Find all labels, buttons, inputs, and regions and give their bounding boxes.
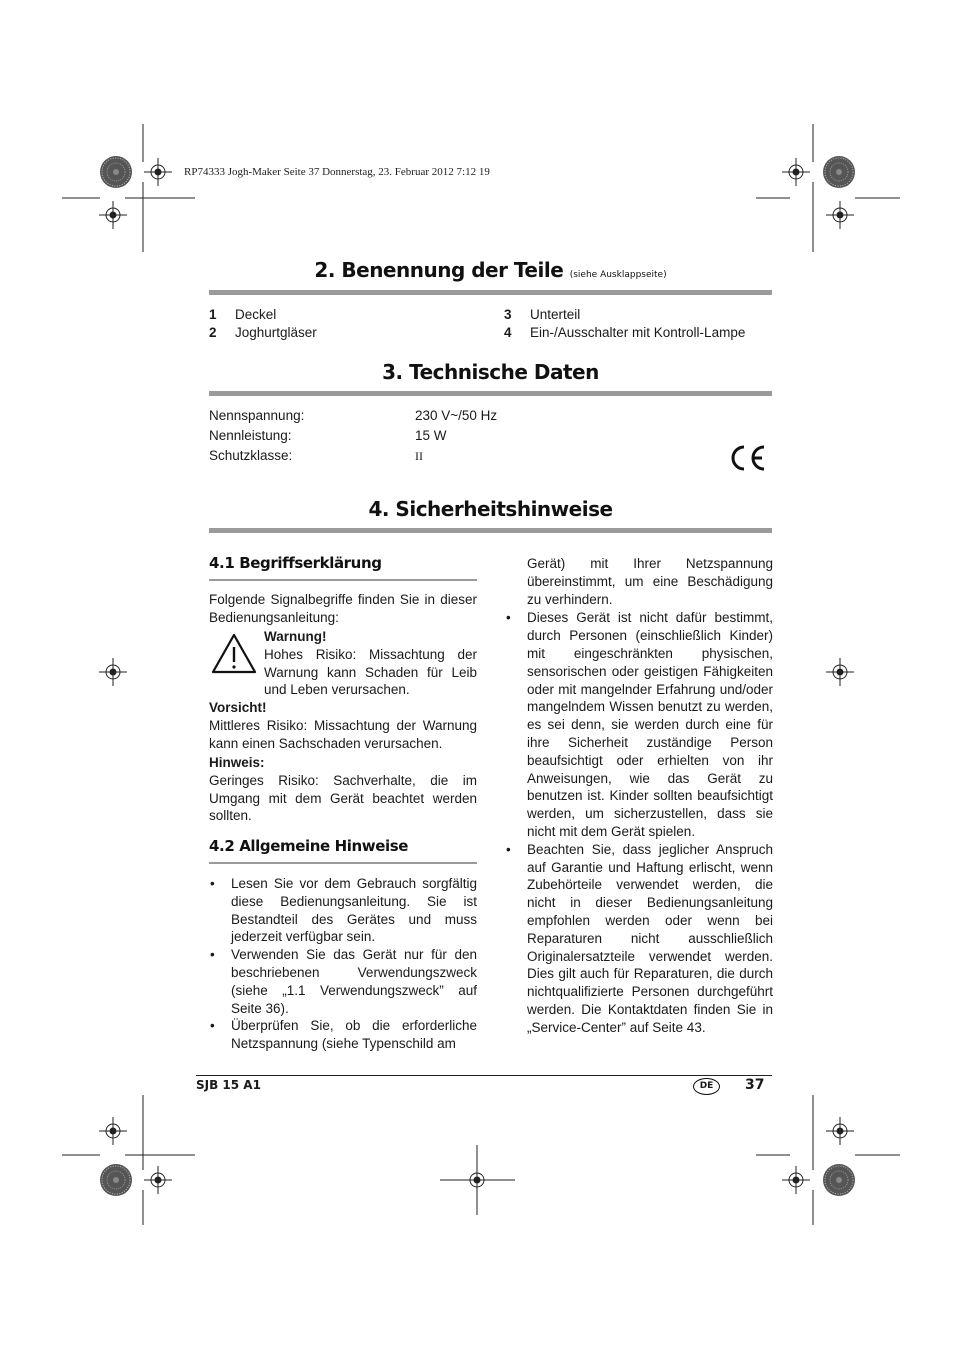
parts-item-number: 1	[209, 307, 217, 322]
parts-item-label: Unterteil	[530, 307, 581, 322]
registration-cross-icon	[144, 158, 172, 186]
language-badge: DE	[693, 1078, 720, 1095]
registration-cross-icon	[99, 201, 127, 229]
spec-label: Nennspannung:	[209, 408, 305, 423]
caution-text: Mittleres Risiko: Missachtung der Warnung kann einen Sachschaden verursachen.	[209, 717, 477, 751]
subsection-title-definitions: 4.1 Begriffserklärung	[209, 554, 382, 572]
spec-value: II	[415, 449, 423, 463]
registration-rosette-icon	[823, 156, 855, 188]
caution-block	[209, 699, 477, 752]
parts-item-label: Ein-/Ausschalter mit Kontroll-Lampe	[530, 325, 746, 340]
subsection-title-general: 4.2 Allgemeine Hinweise	[209, 837, 409, 855]
parts-item-number: 4	[504, 325, 512, 340]
note-text: Geringes Risiko: Sachverhalte, die im Umgang mit dem Gerät beachtet werden sollten.	[209, 772, 477, 824]
parts-item-number: 2	[209, 325, 217, 340]
section-rule	[209, 391, 772, 396]
parts-item	[209, 324, 317, 342]
footer-rule	[196, 1075, 772, 1076]
list-item: • Lesen Sie vor dem Gebrauch sorgfältig diese Bedienungsanleitung. Sie ist Bestandteil des Gerätes und muss jederzeit verfügbar sein.	[209, 875, 477, 946]
list-item: • Verwenden Sie das Gerät nur für den beschriebenen Verwendungszweck (siehe „1.1 Verwendungszweck” auf Seite 36).	[209, 946, 477, 1017]
spec-value: 230 V~/50 Hz	[415, 408, 498, 423]
general-notes-left	[209, 875, 477, 1053]
section-title-tech-data: 3. Technische Daten	[382, 360, 599, 384]
registration-cross-icon	[99, 658, 127, 686]
registration-cross-icon	[782, 1166, 810, 1194]
registration-cross-icon	[782, 158, 810, 186]
parts-item	[504, 324, 745, 342]
spec-value: 15 W	[415, 428, 447, 443]
list-item-continuation: Gerät) mit Ihrer Netzspannung übereinstimmt, um eine Beschädigung zu verhindern.	[527, 556, 773, 607]
print-slug-header: RP74333 Jogh-Maker Seite 37 Donnerstag, 23. Februar 2012 7:12 19	[184, 166, 490, 178]
general-notes-right	[505, 555, 773, 1037]
section-subtitle: (siehe Ausklappseite)	[569, 270, 667, 280]
registration-cross-icon	[99, 1117, 127, 1145]
spec-label: Schutzklasse:	[209, 448, 293, 463]
registration-cross-icon	[826, 1117, 854, 1145]
footer-model: SJB 15 A1	[196, 1078, 261, 1092]
definitions-intro: Folgende Signalbegriffe finden Sie in dieser Bedienungsanleitung:	[209, 592, 477, 625]
registration-cross-icon	[144, 1166, 172, 1194]
registration-rosette-icon	[100, 156, 132, 188]
warning-text: Hohes Risiko: Missachtung der Warnung kann Schaden für Leib und Leben verursachen.	[264, 646, 477, 698]
warning-block	[264, 628, 477, 699]
note-block	[209, 754, 477, 825]
registration-rosette-icon	[823, 1164, 855, 1196]
warning-label: Warnung!	[264, 629, 327, 644]
list-item: • Überprüfen Sie, ob die erforderliche Netzspannung (siehe Typenschild am	[209, 1017, 477, 1053]
spec-label: Nennleistung:	[209, 428, 292, 443]
parts-item-label: Joghurtgläser	[235, 325, 317, 340]
parts-item	[504, 306, 580, 324]
section-title-parts	[209, 258, 772, 282]
subsection-rule	[209, 862, 477, 864]
ce-mark-icon	[729, 444, 767, 472]
section-title-text: 2. Benennung der Teile	[314, 258, 564, 282]
list-item: • Beachten Sie, dass jeglicher Anspruch auf Garantie und Haftung erlischt, wenn Zubehörteile verwendet werden, die nicht in dieser Bedienungsanleitung empfohlen werden oder wenn bei Reparaturen nicht ausschließlich Originalersatzteile verwendet werden. Dies gilt auch für Reparaturen, die durch nichtqualifizierte Personen durchgeführt werden. Die Kontaktdaten finden Sie in „Service-Center” auf Seite 43.	[505, 841, 773, 1037]
registration-cross-icon	[826, 658, 854, 686]
registration-rosette-icon	[100, 1164, 132, 1196]
warning-triangle-icon	[210, 632, 258, 676]
section-rule	[209, 528, 772, 533]
registration-cross-icon	[826, 201, 854, 229]
parts-item	[209, 306, 276, 324]
subsection-rule	[209, 579, 477, 581]
note-label: Hinweis:	[209, 755, 265, 770]
section-title-safety: 4. Sicherheitshinweise	[368, 497, 613, 521]
parts-item-number: 3	[504, 307, 512, 322]
page-number: 37	[745, 1077, 765, 1093]
caution-label: Vorsicht!	[209, 700, 267, 715]
list-item: • Dieses Gerät ist nicht dafür bestimmt, durch Personen (einschließlich Kinder) mit eingeschränkten physischen, sensorischen oder geistigen Fähigkeiten oder mit mangelnder Erfahrung und/oder mangelndem Wissen benutzt zu werden, es sei denn, sie werden durch eine für ihre Sicherheit zuständige Person beaufsichtigt oder erhielten von ihr Anweisungen, wie das Gerät zu benutzen ist. Kinder sollten beaufsichtigt werden, um sicherzustellen, dass sie nicht mit dem Gerät spielen.	[505, 609, 773, 840]
parts-item-label: Deckel	[235, 307, 277, 322]
section-rule	[209, 290, 772, 295]
